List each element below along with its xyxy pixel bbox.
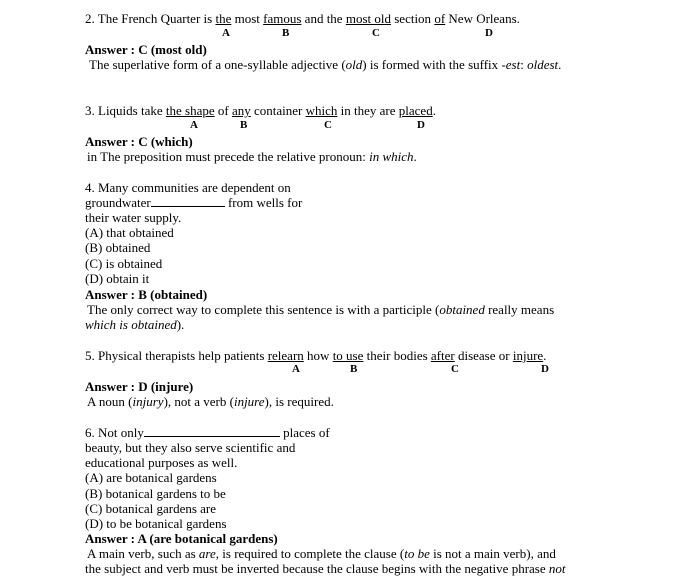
- q6-stem-line-1: 6. Not only places of: [85, 425, 330, 440]
- q6-stem-line-2: beauty, but they also serve scientific and: [85, 440, 296, 455]
- q4-explanation-line-1: The only correct way to complete this sentence is with a participle (obtained really means: [87, 302, 555, 317]
- q4-option: (C) is obtained: [85, 256, 163, 271]
- q4-option: (D) obtain it: [85, 271, 150, 286]
- q6-explanation-line-2: the subject and verb must be inverted because the clause begins with the negative phrase not: [85, 561, 566, 576]
- answer-blank: [151, 195, 225, 207]
- q5-answer: Answer : D (injure): [85, 379, 194, 394]
- q6-option: (C) botanical gardens are: [85, 501, 217, 516]
- q6-option: (A) are botanical gardens: [85, 470, 217, 485]
- choice-letter: D: [485, 27, 493, 39]
- q2-answer: Answer : C (most old): [85, 42, 207, 57]
- choice-letter: A: [190, 119, 198, 131]
- q3-sentence: 3. Liquids take the shape of any container which in they are placed.: [85, 103, 436, 118]
- q2-sentence: 2. The French Quarter is the most famous and the most old section of New Orleans.: [85, 11, 520, 26]
- q6-explanation-line-1: A main verb, such as are, is required to complete the clause (to be is not a main verb), and: [87, 546, 556, 561]
- choice-letter: B: [350, 363, 358, 375]
- q6-option: (B) botanical gardens to be: [85, 486, 226, 501]
- q4-stem-line-3: their water supply.: [85, 210, 182, 225]
- q4-option: (A) that obtained: [85, 225, 174, 240]
- q3-explanation: in The preposition must precede the relative pronoun: in which.: [87, 149, 417, 164]
- q6-stem-line-3: educational purposes as well.: [85, 455, 238, 470]
- q5-explanation: A noun (injury), not a verb (injure), is required.: [87, 394, 334, 409]
- q4-stem-line-2: groundwater from wells for: [85, 195, 303, 210]
- choice-letter: D: [417, 119, 425, 131]
- q6-option: (D) to be botanical gardens: [85, 516, 227, 531]
- choice-letter: C: [372, 27, 380, 39]
- choice-letter: C: [451, 363, 459, 375]
- q2-explanation: The superlative form of a one-syllable adjective (old) is formed with the suffix -est: oldest.: [89, 57, 562, 72]
- answer-blank: [144, 425, 280, 437]
- choice-letter: B: [240, 119, 248, 131]
- q3-answer: Answer : C (which): [85, 134, 193, 149]
- q4-answer: Answer : B (obtained): [85, 287, 208, 302]
- choice-letter: D: [541, 363, 549, 375]
- q4-option: (B) obtained: [85, 240, 151, 255]
- q4-stem-line-1: 4. Many communities are dependent on: [85, 180, 291, 195]
- choice-letter: A: [292, 363, 300, 375]
- choice-letter: B: [282, 27, 290, 39]
- q6-answer: Answer : A (are botanical gardens): [85, 531, 278, 546]
- q5-sentence: 5. Physical therapists help patients relearn how to use their bodies after disease or injure.: [85, 348, 547, 363]
- choice-letter: A: [222, 27, 230, 39]
- q4-explanation-line-2: which is obtained).: [85, 317, 185, 332]
- choice-letter: C: [324, 119, 332, 131]
